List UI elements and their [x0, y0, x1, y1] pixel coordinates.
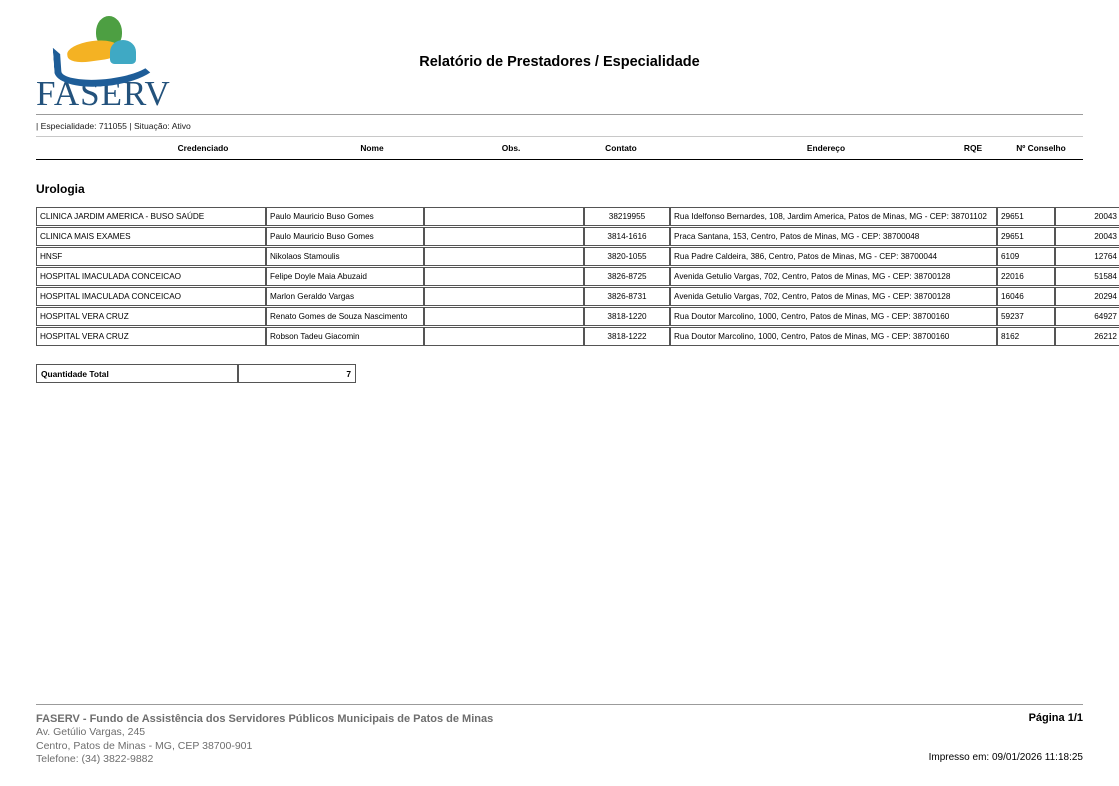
footer-address-line2: Centro, Patos de Minas - MG, CEP 38700-901 — [36, 739, 253, 752]
table-row — [36, 227, 1119, 246]
cell-conselho: 51584 — [1055, 267, 1119, 286]
cell-credenciado: CLINICA JARDIM AMERICA - BUSO SAÚDE — [36, 207, 266, 226]
cell-contato: 3820-1055 — [584, 247, 670, 266]
cell-contato: 3814-1616 — [584, 227, 670, 246]
table-row — [36, 287, 1119, 306]
cell-endereco: Avenida Getulio Vargas, 702, Centro, Patos de Minas, MG - CEP: 38700128 — [670, 287, 997, 306]
cell-endereco: Rua Doutor Marcolino, 1000, Centro, Patos de Minas, MG - CEP: 38700160 — [670, 327, 997, 346]
column-header-conselho: Nº Conselho — [1016, 143, 1066, 153]
cell-nome: Robson Tadeu Giacomin — [266, 327, 424, 346]
report-footer — [0, 704, 1119, 774]
table-row — [36, 247, 1119, 266]
total-label: Quantidade Total — [36, 364, 238, 383]
cell-obs — [424, 307, 584, 326]
cell-credenciado: HNSF — [36, 247, 266, 266]
cell-rqe: 8162 — [997, 327, 1055, 346]
cell-contato: 3826-8731 — [584, 287, 670, 306]
report-header — [0, 0, 1119, 113]
footer-org-name: FASERV - Fundo de Assistência dos Servidores Públicos Municipais de Patos de Minas — [36, 713, 494, 725]
table-row — [36, 267, 1119, 286]
cell-endereco: Rua Padre Caldeira, 386, Centro, Patos de Minas, MG - CEP: 38700044 — [670, 247, 997, 266]
page-title: Relatório de Prestadores / Especialidade — [419, 54, 700, 70]
cell-obs — [424, 207, 584, 226]
printed-timestamp: Impresso em: 09/01/2026 11:18:25 — [928, 752, 1083, 763]
cell-endereco: Rua Doutor Marcolino, 1000, Centro, Patos de Minas, MG - CEP: 38700160 — [670, 307, 997, 326]
table-row — [36, 327, 1119, 346]
cell-credenciado: HOSPITAL VERA CRUZ — [36, 327, 266, 346]
column-header-obs: Obs. — [501, 143, 521, 153]
column-header-contato: Contato — [605, 143, 637, 153]
cell-obs — [424, 327, 584, 346]
cell-credenciado: HOSPITAL IMACULADA CONCEICAO — [36, 267, 266, 286]
cell-credenciado: CLINICA MAIS EXAMES — [36, 227, 266, 246]
cell-endereco: Rua Idelfonso Bernardes, 108, Jardim America, Patos de Minas, MG - CEP: 38701102 — [670, 207, 997, 226]
cell-conselho: 26212 — [1055, 327, 1119, 346]
column-header-rqe: RQE — [963, 143, 983, 153]
cell-rqe: 6109 — [997, 247, 1055, 266]
table-row — [36, 307, 1119, 326]
column-header-endereco: Endereço — [806, 143, 846, 153]
logo-wordmark: FASERV — [36, 74, 171, 113]
cell-nome: Paulo Mauricio Buso Gomes — [266, 227, 424, 246]
cell-rqe: 22016 — [997, 267, 1055, 286]
cell-contato: 38219955 — [584, 207, 670, 226]
total-row — [36, 364, 356, 383]
cell-endereco: Avenida Getulio Vargas, 702, Centro, Patos de Minas, MG - CEP: 38700128 — [670, 267, 997, 286]
cell-obs — [424, 227, 584, 246]
page-number: Página 1/1 — [1028, 712, 1083, 724]
cell-contato: 3818-1220 — [584, 307, 670, 326]
footer-org-block — [36, 712, 493, 766]
cell-rqe: 59237 — [997, 307, 1055, 326]
cell-conselho: 64927 — [1055, 307, 1119, 326]
cell-credenciado: HOSPITAL IMACULADA CONCEICAO — [36, 287, 266, 306]
footer-address-line1: Av. Getúlio Vargas, 245 — [36, 726, 146, 739]
cell-rqe: 29651 — [997, 207, 1055, 226]
cell-conselho: 12764 — [1055, 247, 1119, 266]
section-title: Urologia — [36, 182, 85, 196]
column-header-nome: Nome — [360, 143, 384, 153]
cell-nome: Paulo Mauricio Buso Gomes — [266, 207, 424, 226]
cell-contato: 3818-1222 — [584, 327, 670, 346]
footer-divider — [36, 704, 1083, 705]
total-table — [36, 364, 356, 383]
cell-conselho: 20043 — [1055, 207, 1119, 226]
cell-nome: Renato Gomes de Souza Nascimento — [266, 307, 424, 326]
column-header-credenciado: Credenciado — [177, 143, 229, 153]
report-sections — [0, 182, 1119, 347]
providers-table — [36, 206, 1119, 347]
footer-meta-block — [929, 712, 1083, 763]
table-row — [36, 207, 1119, 226]
cell-obs — [424, 287, 584, 306]
footer-phone: Telefone: (34) 3822-9882 — [36, 752, 154, 765]
filter-summary: | Especialidade: 711055 | Situação: Ativo — [36, 121, 1083, 137]
cell-rqe: 16046 — [997, 287, 1055, 306]
cell-nome: Nikolaos Stamoulis — [266, 247, 424, 266]
cell-nome: Marlon Geraldo Vargas — [266, 287, 424, 306]
cell-conselho: 20043 — [1055, 227, 1119, 246]
cell-contato: 3826-8725 — [584, 267, 670, 286]
cell-nome: Felipe Doyle Maia Abuzaid — [266, 267, 424, 286]
cell-credenciado: HOSPITAL VERA CRUZ — [36, 307, 266, 326]
total-value: 7 — [238, 364, 356, 383]
cell-endereco: Praca Santana, 153, Centro, Patos de Minas, MG - CEP: 38700048 — [670, 227, 997, 246]
header-divider — [36, 114, 1083, 115]
cell-obs — [424, 247, 584, 266]
cell-obs — [424, 267, 584, 286]
cell-rqe: 29651 — [997, 227, 1055, 246]
cell-conselho: 20294 — [1055, 287, 1119, 306]
column-header-row — [36, 137, 1083, 160]
